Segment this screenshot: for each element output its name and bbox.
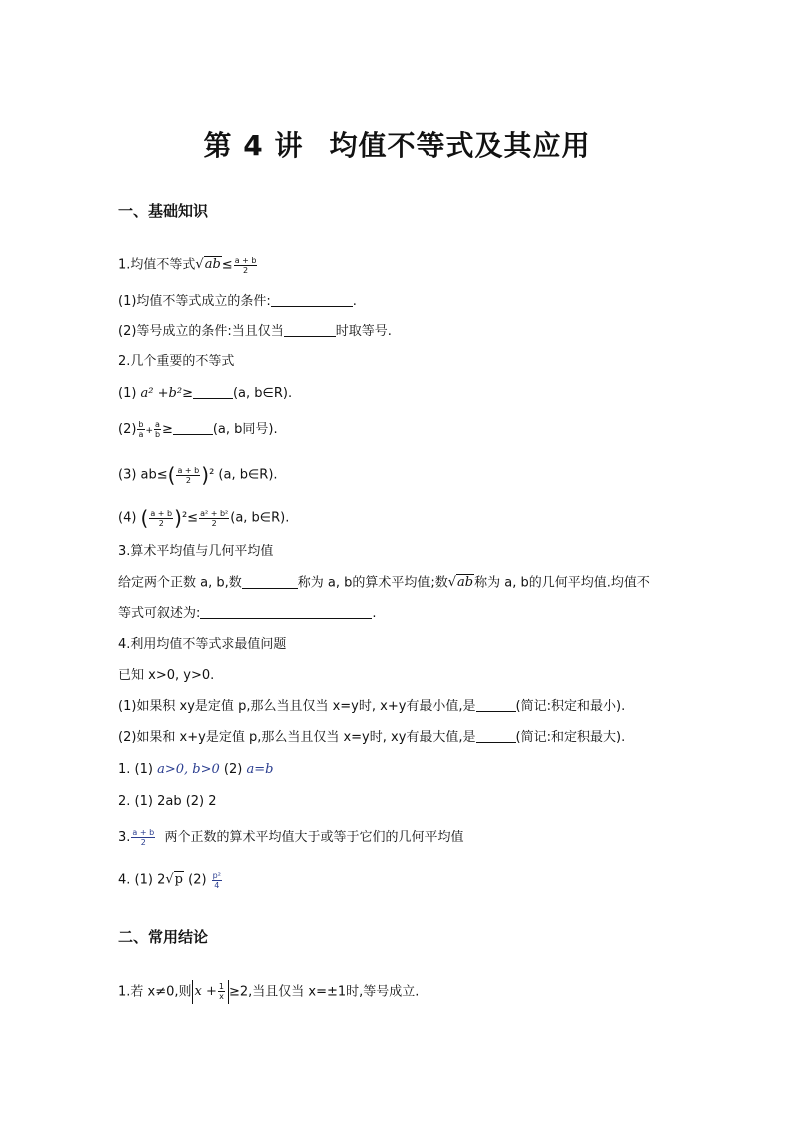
conclusion-1: 1.若 x≠0,则 x + $\frac{1}{x}$ ≥2,当且仅当 x=±1时,等号成立. bbox=[118, 980, 419, 1004]
page-title: 第 4 讲 均值不等式及其应用 bbox=[203, 129, 591, 162]
blank bbox=[200, 604, 372, 619]
blank bbox=[476, 697, 516, 712]
line-means-statement: 等式可叙述为: . bbox=[118, 606, 377, 621]
blank bbox=[476, 728, 516, 743]
line-given: 已知 x>0, y>0. bbox=[118, 668, 215, 683]
inequality-3: (3) ab≤( $\frac{a + b}{2}$ )² (a, b∈R). bbox=[118, 463, 278, 487]
answer-3: 3. $\frac{a + b}{2}$ 两个正数的算术平均值大于或等于它们的几何平均值 bbox=[118, 828, 464, 847]
blank bbox=[193, 384, 233, 399]
blank bbox=[284, 322, 336, 337]
line-product-fixed: (1)如果积 xy是定值 p,那么当且仅当 x=y时, x+y有最小值,是 (简记:积定和最小). bbox=[118, 699, 626, 714]
line-equality-condition: (2)等号成立的条件:当且仅当 时取等号. bbox=[118, 324, 392, 339]
answer-1: 1. (1) a>0, b>0 (2) a=b bbox=[118, 762, 274, 777]
heading-means: 3.算术平均值与几何平均值 bbox=[118, 544, 274, 559]
answer-4: 4. (1) 2√p (2) $\frac{\text{p²}}{4}$ bbox=[118, 870, 221, 890]
blank bbox=[271, 292, 353, 307]
section-heading-basics: 一、基础知识 bbox=[118, 202, 209, 220]
inequality-4: (4) ( $\frac{a + b}{2}$ )²≤ $\frac{\text{a² + b²}}{2}$ (a, b∈R). bbox=[118, 506, 290, 530]
answer-2: 2. (1) 2ab (2) 2 bbox=[118, 794, 217, 809]
line-condition: (1)均值不等式成立的条件: . bbox=[118, 294, 357, 309]
heading-extremum: 4.利用均值不等式求最值问题 bbox=[118, 637, 287, 652]
line-mean-inequality: 1.均值不等式√ab≤ $\frac{a + b}{2}$ bbox=[118, 255, 257, 275]
blank bbox=[173, 420, 213, 435]
line-sum-fixed: (2)如果和 x+y是定值 p,那么当且仅当 x=y时, xy有最大值,是 (简记:和定积最大). bbox=[118, 730, 626, 745]
inequality-2: (2) $\frac{b}{a}$ + $\frac{a}{b}$ ≥ (a, b同号). bbox=[118, 420, 278, 439]
inequality-1: (1) a² +b²≥ (a, b∈R). bbox=[118, 386, 293, 401]
blank bbox=[242, 574, 298, 589]
heading-important-inequalities: 2.几个重要的不等式 bbox=[118, 354, 235, 369]
section-heading-conclusions: 二、常用结论 bbox=[118, 928, 209, 946]
line-means-definition: 给定两个正数 a, b,数 称为 a, b的算术平均值;数√ab称为 a, b的几何平均值.均值不 bbox=[118, 575, 650, 591]
